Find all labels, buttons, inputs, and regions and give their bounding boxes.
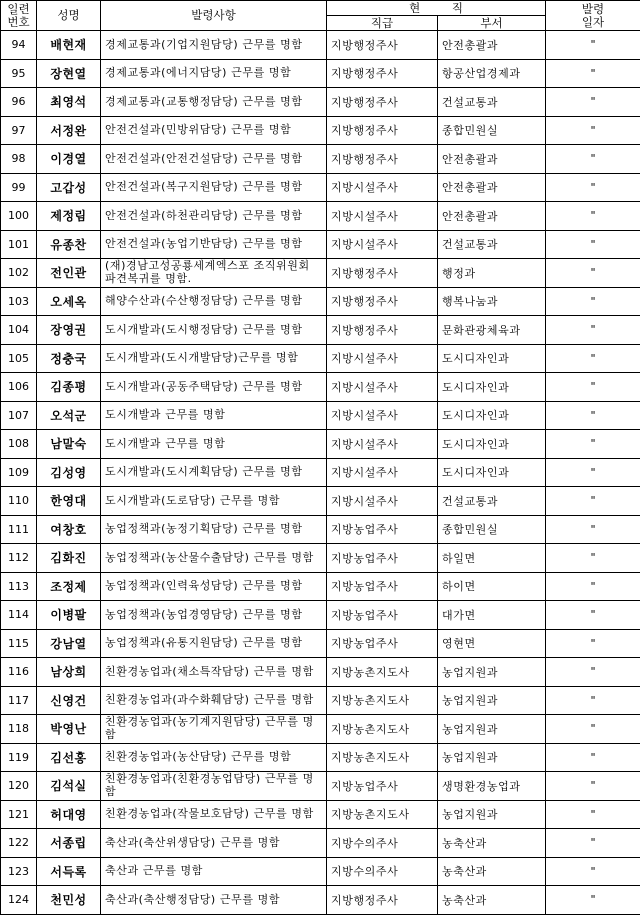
cell-name: 장현열 — [37, 59, 101, 88]
cell-serial-number: 121 — [1, 800, 37, 829]
cell-serial-number: 96 — [1, 88, 37, 117]
cell-appointment-order: 안전건설과(농업기반담당) 근무를 명함 — [101, 230, 327, 259]
table-row — [1, 31, 640, 60]
cell-appointment-date: " — [546, 544, 640, 573]
cell-serial-number: 110 — [1, 487, 37, 516]
cell-department: 농업지원과 — [438, 686, 546, 715]
cell-rank: 지방행정주사 — [327, 316, 438, 345]
cell-rank: 지방행정주사 — [327, 116, 438, 145]
cell-rank: 지방행정주사 — [327, 259, 438, 288]
table-row — [1, 316, 640, 345]
cell-appointment-order: 농업정책과(농산물수출담당) 근무를 명함 — [101, 544, 327, 573]
cell-rank: 지방농업주사 — [327, 772, 438, 801]
cell-department: 농업지원과 — [438, 743, 546, 772]
cell-appointment-date: " — [546, 59, 640, 88]
cell-appointment-date: " — [546, 230, 640, 259]
cell-name: 천민성 — [37, 886, 101, 915]
cell-appointment-order: 축산과(축산행정담당) 근무를 명함 — [101, 886, 327, 915]
cell-serial-number: 114 — [1, 601, 37, 630]
cell-department: 안전총괄과 — [438, 173, 546, 202]
cell-appointment-date: " — [546, 601, 640, 630]
table-row — [1, 686, 640, 715]
cell-appointment-date: " — [546, 458, 640, 487]
table-row — [1, 515, 640, 544]
table-row — [1, 259, 640, 288]
cell-department: 안전총괄과 — [438, 145, 546, 174]
cell-appointment-order: 친환경농업과(작물보호담당) 근무를 명함 — [101, 800, 327, 829]
cell-name: 신영건 — [37, 686, 101, 715]
cell-appointment-order: 친환경농업과(친환경농업담당) 근무를 명 함 — [101, 772, 327, 801]
cell-name: 남말숙 — [37, 430, 101, 459]
cell-name: 김선홍 — [37, 743, 101, 772]
cell-rank: 지방농촌지도사 — [327, 715, 438, 744]
cell-appointment-date: " — [546, 772, 640, 801]
cell-appointment-order: 도시개발과 근무를 명함 — [101, 401, 327, 430]
cell-appointment-date: " — [546, 572, 640, 601]
cell-department: 종합민원실 — [438, 515, 546, 544]
cell-name: 허대영 — [37, 800, 101, 829]
cell-rank: 지방행정주사 — [327, 886, 438, 915]
cell-rank: 지방시설주사 — [327, 373, 438, 402]
cell-department: 건설교통과 — [438, 487, 546, 516]
table-row — [1, 572, 640, 601]
cell-name: 고갑성 — [37, 173, 101, 202]
cell-name: 김성영 — [37, 458, 101, 487]
cell-department: 농업지원과 — [438, 715, 546, 744]
cell-serial-number: 95 — [1, 59, 37, 88]
table-row — [1, 886, 640, 915]
cell-appointment-date: " — [546, 430, 640, 459]
cell-serial-number: 107 — [1, 401, 37, 430]
cell-appointment-date: " — [546, 629, 640, 658]
cell-name: 서종립 — [37, 829, 101, 858]
cell-rank: 지방농업주사 — [327, 572, 438, 601]
cell-appointment-order: 해양수산과(수산행정담당) 근무를 명함 — [101, 287, 327, 316]
table-row — [1, 430, 640, 459]
cell-serial-number: 108 — [1, 430, 37, 459]
table-row — [1, 88, 640, 117]
cell-rank: 지방농촌지도사 — [327, 658, 438, 687]
cell-serial-number: 109 — [1, 458, 37, 487]
cell-department: 농축산과 — [438, 829, 546, 858]
cell-serial-number: 106 — [1, 373, 37, 402]
cell-serial-number: 102 — [1, 259, 37, 288]
cell-appointment-date: " — [546, 800, 640, 829]
cell-rank: 지방수의주사 — [327, 829, 438, 858]
cell-rank: 지방시설주사 — [327, 202, 438, 231]
table-row — [1, 629, 640, 658]
cell-appointment-order: 친환경농업과(채소특작담당) 근무를 명함 — [101, 658, 327, 687]
cell-appointment-order: 농업정책과(농업경영담당) 근무를 명함 — [101, 601, 327, 630]
cell-serial-number: 112 — [1, 544, 37, 573]
cell-appointment-order: 축산과 근무를 명함 — [101, 857, 327, 886]
cell-department: 안전총괄과 — [438, 202, 546, 231]
header-rank: 직급 — [327, 16, 438, 31]
cell-appointment-order: 도시개발과(공동주택담당) 근무를 명함 — [101, 373, 327, 402]
cell-rank: 지방농업주사 — [327, 629, 438, 658]
cell-serial-number: 117 — [1, 686, 37, 715]
cell-serial-number: 111 — [1, 515, 37, 544]
cell-department: 도시디자인과 — [438, 344, 546, 373]
cell-department: 생명환경농업과 — [438, 772, 546, 801]
cell-department: 대가면 — [438, 601, 546, 630]
cell-name: 정충국 — [37, 344, 101, 373]
cell-appointment-order: 친환경농업과(농산담당) 근무를 명함 — [101, 743, 327, 772]
cell-name: 강남열 — [37, 629, 101, 658]
cell-serial-number: 97 — [1, 116, 37, 145]
cell-rank: 지방시설주사 — [327, 230, 438, 259]
table-row — [1, 743, 640, 772]
cell-department: 도시디자인과 — [438, 430, 546, 459]
cell-appointment-date: " — [546, 715, 640, 744]
cell-rank: 지방시설주사 — [327, 401, 438, 430]
table-row — [1, 116, 640, 145]
table-row — [1, 230, 640, 259]
table-row — [1, 601, 640, 630]
cell-serial-number: 124 — [1, 886, 37, 915]
cell-serial-number: 120 — [1, 772, 37, 801]
cell-department: 항공산업경제과 — [438, 59, 546, 88]
cell-appointment-date: " — [546, 886, 640, 915]
cell-serial-number: 100 — [1, 202, 37, 231]
cell-serial-number: 94 — [1, 31, 37, 60]
cell-department: 종합민원실 — [438, 116, 546, 145]
cell-rank: 지방농업주사 — [327, 544, 438, 573]
table-row — [1, 715, 640, 744]
cell-rank: 지방시설주사 — [327, 487, 438, 516]
cell-name: 한영대 — [37, 487, 101, 516]
cell-appointment-order: (재)경남고성공룡세계엑스포 조직위원회 파견복귀를 명함. — [101, 259, 327, 288]
cell-rank: 지방행정주사 — [327, 145, 438, 174]
cell-department: 하일면 — [438, 544, 546, 573]
cell-appointment-date: " — [546, 743, 640, 772]
cell-appointment-order: 안전건설과(복구지원담당) 근무를 명함 — [101, 173, 327, 202]
cell-rank: 지방수의주사 — [327, 857, 438, 886]
cell-department: 농축산과 — [438, 886, 546, 915]
cell-department: 도시디자인과 — [438, 401, 546, 430]
cell-appointment-order: 안전건설과(민방위담당) 근무를 명함 — [101, 116, 327, 145]
cell-serial-number: 105 — [1, 344, 37, 373]
cell-serial-number: 119 — [1, 743, 37, 772]
cell-name: 김석실 — [37, 772, 101, 801]
cell-rank: 지방농업주사 — [327, 515, 438, 544]
table-row — [1, 458, 640, 487]
cell-department: 문화관광체육과 — [438, 316, 546, 345]
cell-name: 서득록 — [37, 857, 101, 886]
cell-department: 도시디자인과 — [438, 373, 546, 402]
cell-department: 행정과 — [438, 259, 546, 288]
cell-name: 김종평 — [37, 373, 101, 402]
cell-appointment-date: " — [546, 145, 640, 174]
cell-serial-number: 104 — [1, 316, 37, 345]
header-department: 부서 — [438, 16, 546, 31]
cell-department: 안전총괄과 — [438, 31, 546, 60]
cell-appointment-date: " — [546, 31, 640, 60]
cell-serial-number: 122 — [1, 829, 37, 858]
cell-serial-number: 99 — [1, 173, 37, 202]
cell-serial-number: 113 — [1, 572, 37, 601]
cell-appointment-order: 경제교통과(기업지원담당) 근무를 명함 — [101, 31, 327, 60]
cell-appointment-order: 축산과(축산위생담당) 근무를 명함 — [101, 829, 327, 858]
header-name: 성명 — [37, 1, 101, 31]
cell-appointment-date: " — [546, 259, 640, 288]
cell-appointment-date: " — [546, 401, 640, 430]
cell-appointment-date: " — [546, 202, 640, 231]
cell-appointment-order: 도시개발과(도시계획담당) 근무를 명함 — [101, 458, 327, 487]
table-row — [1, 857, 640, 886]
cell-serial-number: 98 — [1, 145, 37, 174]
cell-department: 영현면 — [438, 629, 546, 658]
cell-appointment-date: " — [546, 316, 640, 345]
cell-appointment-order: 농업정책과(농정기획담당) 근무를 명함 — [101, 515, 327, 544]
cell-serial-number: 116 — [1, 658, 37, 687]
cell-department: 건설교통과 — [438, 88, 546, 117]
cell-name: 최영석 — [37, 88, 101, 117]
table-header — [1, 1, 640, 31]
cell-appointment-date: " — [546, 287, 640, 316]
cell-name: 서정완 — [37, 116, 101, 145]
table-row — [1, 772, 640, 801]
cell-rank: 지방시설주사 — [327, 458, 438, 487]
cell-name: 오석군 — [37, 401, 101, 430]
cell-name: 남상희 — [37, 658, 101, 687]
cell-rank: 지방시설주사 — [327, 344, 438, 373]
cell-appointment-date: " — [546, 373, 640, 402]
table-row — [1, 800, 640, 829]
table-row — [1, 287, 640, 316]
cell-department: 행복나눔과 — [438, 287, 546, 316]
cell-appointment-date: " — [546, 686, 640, 715]
cell-appointment-date: " — [546, 487, 640, 516]
cell-name: 전인관 — [37, 259, 101, 288]
cell-department: 농업지원과 — [438, 800, 546, 829]
cell-rank: 지방농촌지도사 — [327, 686, 438, 715]
cell-name: 유종찬 — [37, 230, 101, 259]
header-appointment-order: 발령사항 — [101, 1, 327, 31]
cell-appointment-date: " — [546, 658, 640, 687]
cell-appointment-date: " — [546, 515, 640, 544]
cell-appointment-order: 도시개발과(도로담당) 근무를 명함 — [101, 487, 327, 516]
header-row-top — [1, 1, 640, 16]
cell-name: 여창호 — [37, 515, 101, 544]
table-row — [1, 202, 640, 231]
cell-appointment-order: 농업정책과(유통지원담당) 근무를 명함 — [101, 629, 327, 658]
cell-appointment-order: 친환경농업과(과수화훼담당) 근무를 명함 — [101, 686, 327, 715]
cell-serial-number: 115 — [1, 629, 37, 658]
cell-name: 김화진 — [37, 544, 101, 573]
cell-rank: 지방시설주사 — [327, 430, 438, 459]
cell-name: 이경열 — [37, 145, 101, 174]
cell-appointment-order: 농업정책과(인력육성담당) 근무를 명함 — [101, 572, 327, 601]
cell-appointment-date: " — [546, 173, 640, 202]
cell-appointment-date: " — [546, 116, 640, 145]
cell-department: 건설교통과 — [438, 230, 546, 259]
table-row — [1, 401, 640, 430]
cell-appointment-order: 경제교통과(에너지담당) 근무를 명함 — [101, 59, 327, 88]
table-row — [1, 829, 640, 858]
cell-appointment-date: " — [546, 88, 640, 117]
table-row — [1, 544, 640, 573]
cell-rank: 지방농촌지도사 — [327, 800, 438, 829]
cell-rank: 지방행정주사 — [327, 287, 438, 316]
cell-name: 조정제 — [37, 572, 101, 601]
table-row — [1, 173, 640, 202]
cell-name: 오세옥 — [37, 287, 101, 316]
cell-rank: 지방농업주사 — [327, 601, 438, 630]
cell-appointment-order: 도시개발과(도시행정담당) 근무를 명함 — [101, 316, 327, 345]
cell-serial-number: 123 — [1, 857, 37, 886]
cell-appointment-order: 친환경농업과(농기계지원담당) 근무를 명 함 — [101, 715, 327, 744]
cell-serial-number: 103 — [1, 287, 37, 316]
cell-appointment-date: " — [546, 829, 640, 858]
cell-rank: 지방행정주사 — [327, 31, 438, 60]
header-serial-number: 일련 번호 — [1, 1, 37, 31]
header-appointment-date: 발령 일자 — [546, 1, 640, 31]
cell-serial-number: 118 — [1, 715, 37, 744]
cell-rank: 지방시설주사 — [327, 173, 438, 202]
cell-department: 농업지원과 — [438, 658, 546, 687]
cell-name: 박영난 — [37, 715, 101, 744]
table-row — [1, 487, 640, 516]
cell-appointment-order: 도시개발과(도시개발담당)근무를 명함 — [101, 344, 327, 373]
cell-appointment-order: 안전건설과(하천관리담당) 근무를 명함 — [101, 202, 327, 231]
cell-rank: 지방행정주사 — [327, 88, 438, 117]
cell-appointment-date: " — [546, 344, 640, 373]
cell-appointment-date: " — [546, 857, 640, 886]
table-row — [1, 658, 640, 687]
table-body — [1, 31, 640, 915]
table-row — [1, 145, 640, 174]
cell-name: 이병팔 — [37, 601, 101, 630]
cell-name: 배현재 — [37, 31, 101, 60]
cell-department: 하이면 — [438, 572, 546, 601]
cell-name: 장영권 — [37, 316, 101, 345]
cell-appointment-order: 경제교통과(교통행정담당) 근무를 명함 — [101, 88, 327, 117]
table-row — [1, 373, 640, 402]
cell-serial-number: 101 — [1, 230, 37, 259]
cell-appointment-order: 도시개발과 근무를 명함 — [101, 430, 327, 459]
table-row — [1, 59, 640, 88]
cell-appointment-order: 안전건설과(안전건설담당) 근무를 명함 — [101, 145, 327, 174]
cell-rank: 지방행정주사 — [327, 59, 438, 88]
header-current-position: 현 직 — [327, 1, 546, 16]
cell-department: 도시디자인과 — [438, 458, 546, 487]
cell-name: 제정림 — [37, 202, 101, 231]
table-row — [1, 344, 640, 373]
cell-rank: 지방농촌지도사 — [327, 743, 438, 772]
cell-department: 농축산과 — [438, 857, 546, 886]
